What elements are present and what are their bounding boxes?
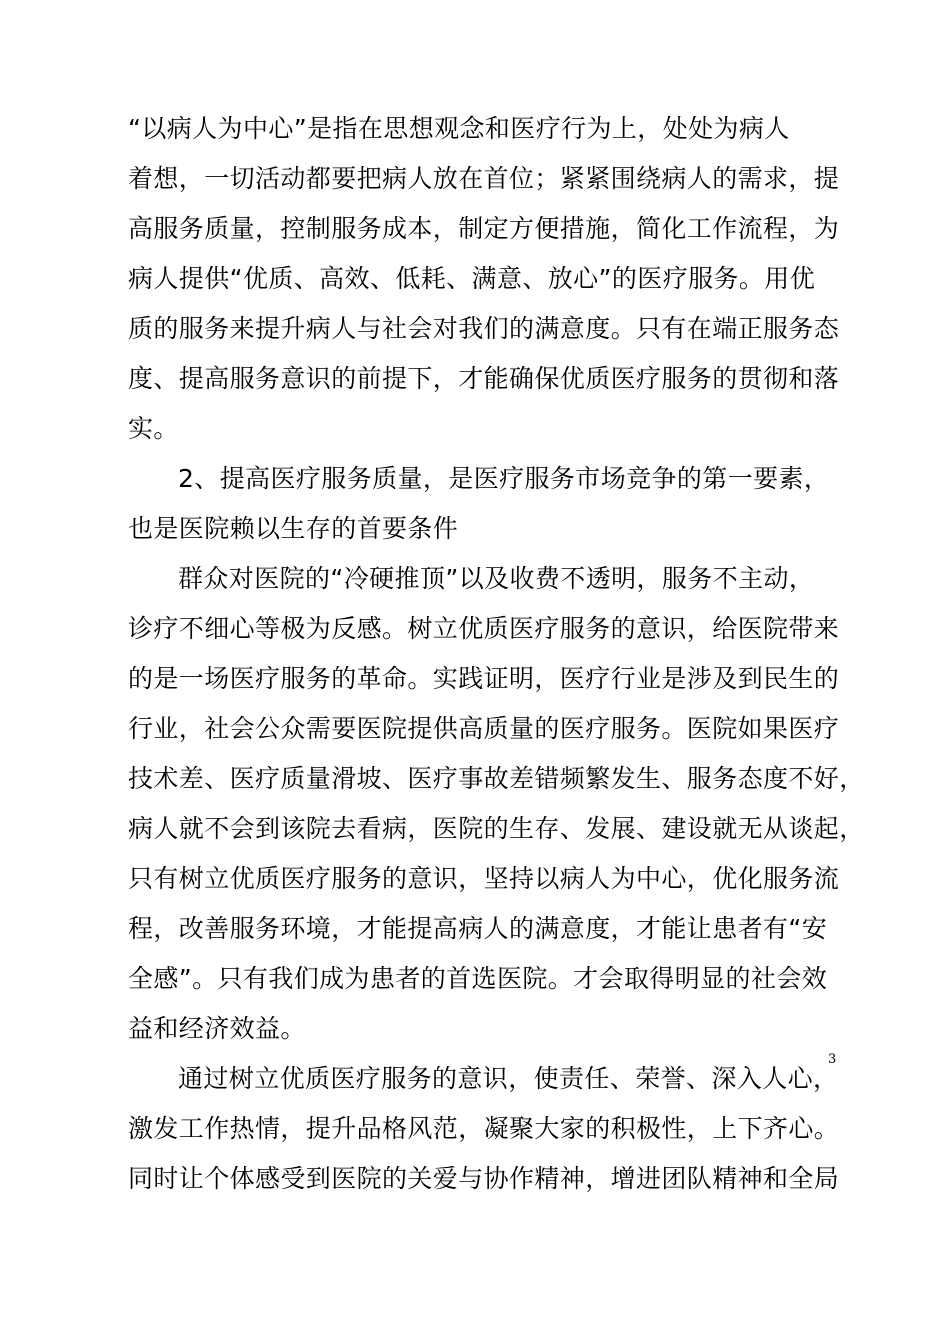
paragraph-3-line-6: 病人就不会到该院去看病，医院的生存、发展、建设就无从谈起，: [128, 814, 865, 843]
paragraph-3-line-10: 益和经济效益。: [128, 1014, 306, 1043]
paragraph-1-line-7: 实。: [128, 414, 179, 443]
paragraph-1-line-6: 度、提高服务意识的前提下，才能确保优质医疗服务的贯彻和落: [128, 364, 840, 393]
paragraph-3-line-9: 全感”。只有我们成为患者的首选医院。才会取得明显的社会效: [128, 964, 828, 993]
paragraph-1-line-5: 质的服务来提升病人与社会对我们的满意度。只有在端正服务态: [128, 314, 840, 343]
page-number: 3: [828, 1052, 837, 1067]
paragraph-1-line-3: 高服务质量，控制服务成本，制定方便措施，简化工作流程，为: [128, 214, 840, 243]
paragraph-3-line-2: 诊疗不细心等极为反感。树立优质医疗服务的意识，给医院带来: [128, 614, 840, 643]
paragraph-4-line-3: 同时让个体感受到医院的关爱与协作精神，增进团队精神和全局: [128, 1164, 840, 1193]
paragraph-3-line-5: 技术差、医疗质量滑坡、医疗事故差错频繁发生、服务态度不好，: [128, 764, 865, 793]
paragraph-3-line-8: 程，改善服务环境，才能提高病人的满意度，才能让患者有“安: [128, 914, 828, 943]
paragraph-1-line-4: 病人提供“优质、高效、低耗、满意、放心”的医疗服务。用优: [128, 264, 816, 293]
paragraph-4-line-1: 通过树立优质医疗服务的意识，使责任、荣誉、深入人心，: [178, 1064, 839, 1093]
paragraph-3-line-7: 只有树立优质医疗服务的意识，坚持以病人为中心，优化服务流: [128, 864, 840, 893]
paragraph-2-line-1: 2、提高医疗服务质量，是医疗服务市场竞争的第一要素，: [178, 464, 830, 493]
paragraph-4-line-2: 激发工作热情，提升品格风范，凝聚大家的积极性，上下齐心。: [128, 1114, 840, 1143]
paragraph-3-line-3: 的是一场医疗服务的革命。实践证明，医疗行业是涉及到民生的: [128, 664, 840, 693]
paragraph-1-line-1: “以病人为中心”是指在思想观念和医疗行为上，处处为病人: [128, 114, 790, 143]
paragraph-2-line-2: 也是医院赖以生存的首要条件: [128, 514, 459, 543]
paragraph-1-line-2: 着想，一切活动都要把病人放在首位；紧紧围绕病人的需求，提: [128, 164, 840, 193]
paragraph-3-line-1: 群众对医院的“冷硬推顶”以及收费不透明，服务不主动，: [178, 564, 815, 593]
paragraph-3-line-4: 行业，社会公众需要医院提供高质量的医疗服务。医院如果医疗: [128, 714, 840, 743]
